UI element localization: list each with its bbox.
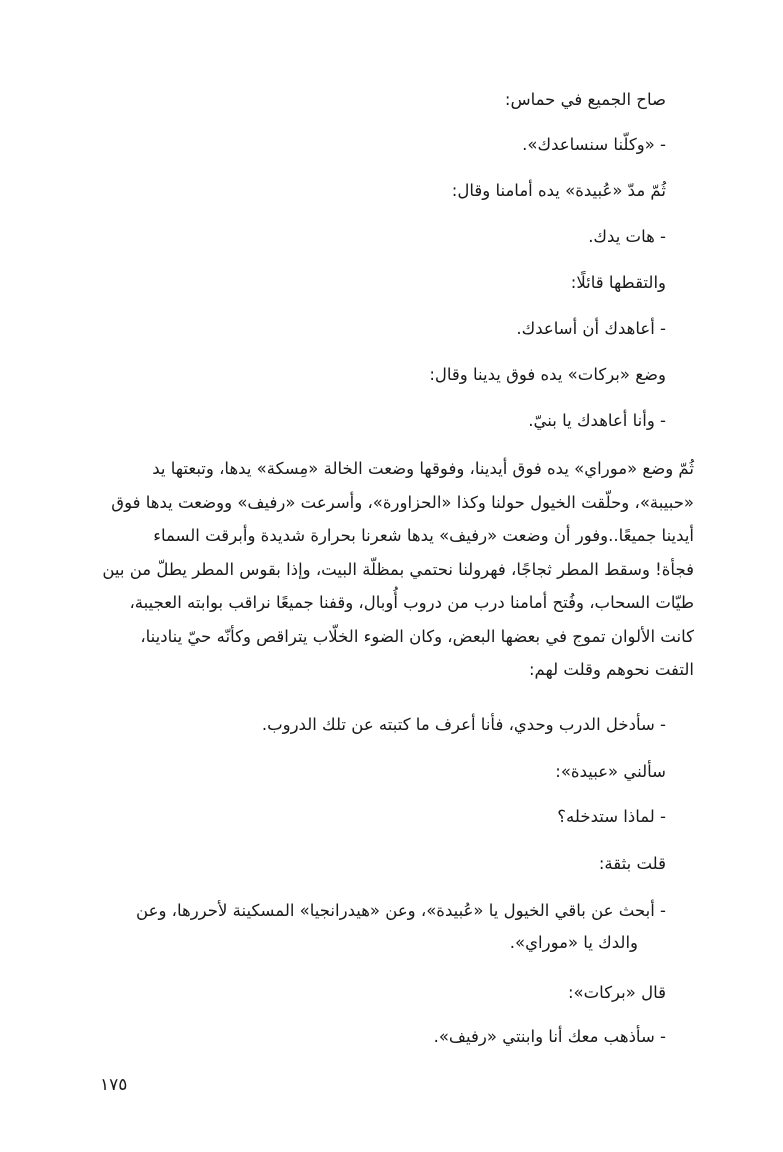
text-line: قلت بثقة: [598, 854, 666, 873]
page-number: ١٧٥ [100, 1075, 128, 1095]
paragraph-line: طيّات السحاب، وفُتح أمامنا درب من دروب أُوبال، وقفنا جميعًا نراقب بوابته العجيبة، [129, 593, 694, 612]
text-line: سألني «عبيدة»: [555, 762, 666, 781]
paragraph-line: أيدينا جميعًا..وفور أن وضعت «رفيف» يدها شعرنا بحرارة شديدة وأبرقت السماء [153, 526, 694, 545]
text-line: ثُمّ مدّ «عُبيدة» يده أمامنا وقال: [451, 181, 666, 200]
dialogue-line: - هات يدك. [588, 227, 666, 246]
dialogue-line: - سأذهب معك أنا وابنتي «رفيف». [433, 1027, 666, 1046]
answer-line: والدك يا «موراي». [509, 933, 638, 952]
dialogue-line: - أعاهدك أن أساعدك. [516, 319, 666, 338]
dialogue-line: - سأدخل الدرب وحدي، فأنا أعرف ما كتبته عن تلك الدروب. [261, 715, 666, 734]
dialogue-line: - لماذا ستدخله؟ [557, 807, 666, 826]
paragraph-line: «حبيبة»، وحلّقت الخيول حولنا وكذا «الحزاورة»، وأسرعت «رفيف» ووضعت يدها فوق [111, 492, 694, 512]
answer-line: - أبحث عن باقي الخيول يا «عُبيدة»، وعن «هيدرانجيا» المسكينة لأحررها، وعن [136, 901, 666, 920]
text-line: وضع «بركات» يده فوق يدينا وقال: [429, 365, 666, 384]
dialogue-line: - «وكلّنا سنساعدك». [522, 135, 666, 154]
text-line: والتقطها قائلًا: [570, 273, 666, 292]
text-line: قال «بركات»: [567, 983, 666, 1002]
paragraph-line: ثُمّ وضع «موراي» يده فوق أيدينا، وفوقها وضعت الخالة «مِسكة» يدها، وتبعتها يد [152, 459, 694, 478]
text-line: صاح الجميع في حماس: [504, 90, 666, 109]
narrative-paragraph [89, 452, 694, 687]
paragraph-line: كانت الألوان تموج في بعضها البعض، وكان الضوء الخلّاب يتراقص وكأنّه حيّ ينادينا، [140, 626, 694, 646]
paragraph-line: التفت نحوهم وقلت لهم: [528, 660, 694, 679]
dialogue-answer [89, 895, 666, 959]
paragraph-line: فجأة! وسقط المطر ثجاجًا، فهرولنا نحتمي بمظلّة البيت، وإذا بقوس المطر يطلّ من بين [102, 559, 694, 579]
dialogue-line: - وأنا أعاهدك يا بنيّ. [528, 411, 666, 430]
